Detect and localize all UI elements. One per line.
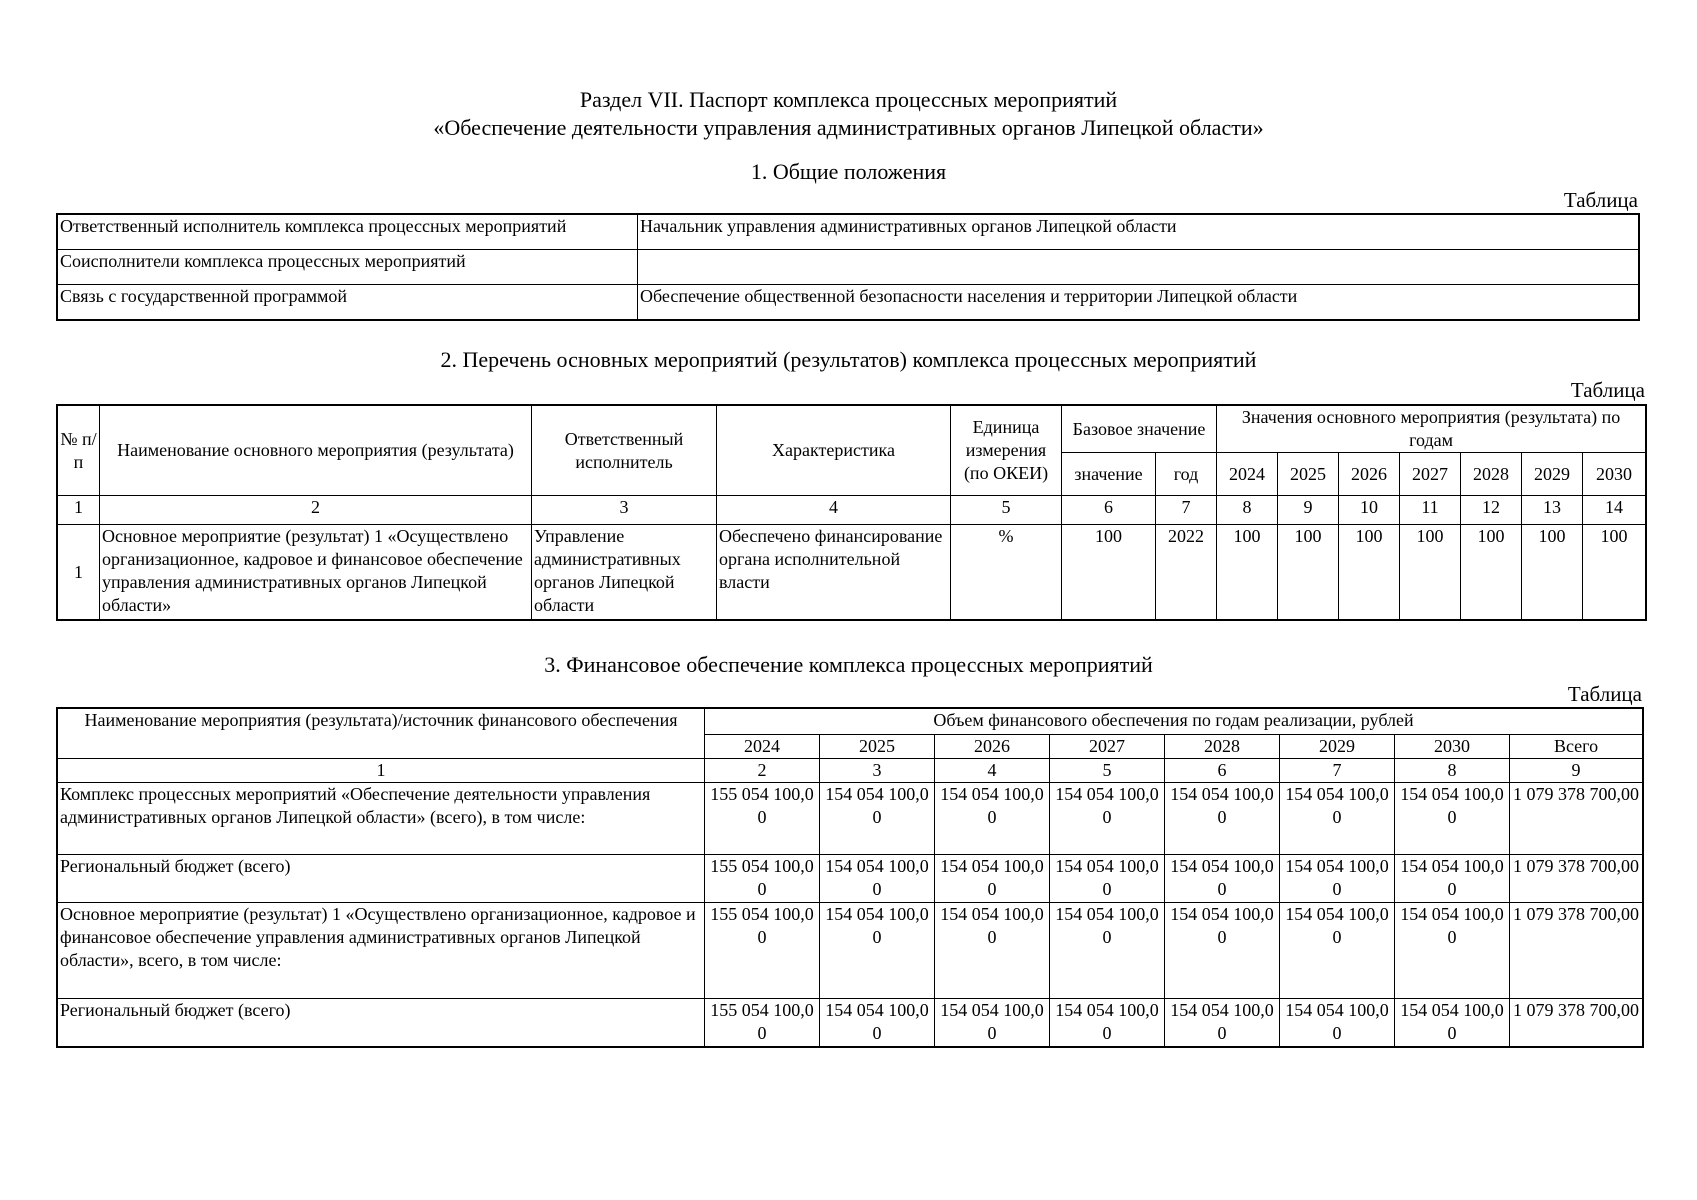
- column-number: 3: [820, 759, 935, 783]
- col-header-num: № п/п: [58, 406, 100, 496]
- column-number: 6: [1165, 759, 1280, 783]
- row-amount-total: 1 079 378 700,00: [1510, 903, 1643, 999]
- column-number: 9: [1510, 759, 1643, 783]
- column-number: 7: [1156, 496, 1217, 525]
- row-amount: 154 054 100,00: [1395, 999, 1510, 1047]
- row-label: Соисполнители комплекса процессных мероприятий: [58, 250, 638, 285]
- column-number: 13: [1522, 496, 1583, 525]
- row-year-value: 100: [1583, 525, 1646, 620]
- column-number: 6: [1062, 496, 1156, 525]
- document-heading-line2: «Обеспечение деятельности управления административных органов Липецкой области»: [433, 115, 1264, 140]
- row-amount: 154 054 100,00: [1165, 999, 1280, 1047]
- col-header-volume: Объем финансового обеспечения по годам реализации, рублей: [705, 709, 1643, 735]
- row-amount: 154 054 100,00: [1050, 999, 1165, 1047]
- row-base-value: 100: [1062, 525, 1156, 620]
- row-responsible: Управление административных органов Липецкой области: [532, 525, 717, 620]
- col-header-name: Наименование мероприятия (результата)/источник финансового обеспечения: [58, 709, 705, 759]
- financing-table: [57, 708, 1643, 1047]
- row-name: Комплекс процессных мероприятий «Обеспечение деятельности управления административных органов Липецкой области» (всего), в том числе:: [58, 783, 705, 855]
- col-header-year: 2028: [1165, 735, 1280, 759]
- col-header-base: Базовое значение: [1062, 406, 1217, 453]
- column-number: 8: [1395, 759, 1510, 783]
- table-row: [58, 903, 1643, 999]
- section1-title: 1. Общие положения: [750, 159, 947, 184]
- row-label: Связь с государственной программой: [58, 285, 638, 320]
- table-row: [58, 250, 1639, 285]
- row-unit: %: [951, 525, 1062, 620]
- column-number: 4: [717, 496, 951, 525]
- row-amount-total: 1 079 378 700,00: [1510, 855, 1643, 903]
- col-header-year: 2027: [1400, 453, 1461, 496]
- row-year-value: 100: [1522, 525, 1583, 620]
- row-amount-total: 1 079 378 700,00: [1510, 999, 1643, 1047]
- row-amount: 154 054 100,00: [1165, 903, 1280, 999]
- document-heading-line1: Раздел VII. Паспорт комплекса процессных мероприятий: [579, 87, 1118, 112]
- row-name: Региональный бюджет (всего): [58, 999, 705, 1047]
- row-name: Региональный бюджет (всего): [58, 855, 705, 903]
- row-characteristic: Обеспечено финансирование органа исполнительной власти: [717, 525, 951, 620]
- column-number: 4: [935, 759, 1050, 783]
- column-number: 2: [100, 496, 532, 525]
- row-amount: 155 054 100,00: [705, 855, 820, 903]
- column-number-row: [58, 759, 1643, 783]
- main-activities-table: [57, 405, 1646, 620]
- column-number: 8: [1217, 496, 1278, 525]
- col-header-year: 2029: [1280, 735, 1395, 759]
- row-amount: 154 054 100,00: [935, 783, 1050, 855]
- col-header-total: Всего: [1510, 735, 1643, 759]
- row-amount: 154 054 100,00: [1050, 903, 1165, 999]
- row-amount: 154 054 100,00: [1050, 783, 1165, 855]
- col-header-name: Наименование основного мероприятия (результата): [100, 406, 532, 496]
- row-amount: 154 054 100,00: [1280, 999, 1395, 1047]
- col-header-base-value: значение: [1062, 453, 1156, 496]
- row-value: Начальник управления административных органов Липецкой области: [638, 215, 1639, 250]
- col-header-year: 2029: [1522, 453, 1583, 496]
- row-value: [638, 250, 1639, 285]
- col-header-year: 2026: [1339, 453, 1400, 496]
- col-header-year: 2025: [820, 735, 935, 759]
- column-number: 5: [951, 496, 1062, 525]
- row-num: 1: [58, 525, 100, 620]
- section3-title: 3. Финансовое обеспечение комплекса процессных мероприятий: [544, 652, 1153, 677]
- row-amount: 154 054 100,00: [1165, 855, 1280, 903]
- row-amount: 155 054 100,00: [705, 903, 820, 999]
- row-amount: 154 054 100,00: [820, 999, 935, 1047]
- column-number: 5: [1050, 759, 1165, 783]
- col-header-year: 2024: [705, 735, 820, 759]
- column-number: 9: [1278, 496, 1339, 525]
- col-header-year: 2028: [1461, 453, 1522, 496]
- col-header-years-group: Значения основного мероприятия (результата) по годам: [1217, 406, 1646, 453]
- table-row: [58, 525, 1646, 620]
- section2-title: 2. Перечень основных мероприятий (результатов) комплекса процессных мероприятий: [440, 347, 1257, 372]
- col-header-base-year: год: [1156, 453, 1217, 496]
- section3-table-label: Таблица: [1567, 682, 1642, 706]
- column-number: 10: [1339, 496, 1400, 525]
- column-number: 7: [1280, 759, 1395, 783]
- column-number: 1: [58, 496, 100, 525]
- col-header-year: 2027: [1050, 735, 1165, 759]
- row-amount-total: 1 079 378 700,00: [1510, 783, 1643, 855]
- col-header-characteristic: Характеристика: [717, 406, 951, 496]
- row-amount: 154 054 100,00: [1165, 783, 1280, 855]
- row-amount: 154 054 100,00: [935, 903, 1050, 999]
- row-amount: 154 054 100,00: [935, 855, 1050, 903]
- row-amount: 154 054 100,00: [1395, 903, 1510, 999]
- row-amount: 154 054 100,00: [1280, 903, 1395, 999]
- col-header-year: 2025: [1278, 453, 1339, 496]
- row-value: Обеспечение общественной безопасности населения и территории Липецкой области: [638, 285, 1639, 320]
- col-header-year: 2030: [1395, 735, 1510, 759]
- header-row: [58, 709, 1643, 735]
- column-number: 14: [1583, 496, 1646, 525]
- row-year-value: 100: [1217, 525, 1278, 620]
- row-amount: 155 054 100,00: [705, 783, 820, 855]
- table-row: [58, 999, 1643, 1047]
- row-year-value: 100: [1339, 525, 1400, 620]
- row-amount: 154 054 100,00: [1050, 855, 1165, 903]
- row-year-value: 100: [1278, 525, 1339, 620]
- col-header-unit: Единица измерения (по ОКЕИ): [951, 406, 1062, 496]
- section1-table-label: Таблица: [1563, 188, 1638, 212]
- table-row: [58, 783, 1643, 855]
- row-amount: 154 054 100,00: [1280, 783, 1395, 855]
- table-row: [58, 215, 1639, 250]
- row-amount: 155 054 100,00: [705, 999, 820, 1047]
- column-number: 2: [705, 759, 820, 783]
- section2-table-label: Таблица: [1570, 378, 1645, 402]
- row-amount: 154 054 100,00: [1395, 783, 1510, 855]
- row-amount: 154 054 100,00: [820, 903, 935, 999]
- row-name: Основное мероприятие (результат) 1 «Осуществлено организационное, кадровое и финансовое обеспечение управления административных органов Липецкой области»: [100, 525, 532, 620]
- row-year-value: 100: [1461, 525, 1522, 620]
- col-header-year: 2024: [1217, 453, 1278, 496]
- col-header-responsible: Ответственный исполнитель: [532, 406, 717, 496]
- row-amount: 154 054 100,00: [1395, 855, 1510, 903]
- column-number: 11: [1400, 496, 1461, 525]
- column-number: 12: [1461, 496, 1522, 525]
- column-number-row: [58, 496, 1646, 525]
- row-base-year: 2022: [1156, 525, 1217, 620]
- row-label: Ответственный исполнитель комплекса процессных мероприятий: [58, 215, 638, 250]
- column-number: 1: [58, 759, 705, 783]
- table-row: [58, 855, 1643, 903]
- row-amount: 154 054 100,00: [820, 783, 935, 855]
- row-amount: 154 054 100,00: [1280, 855, 1395, 903]
- col-header-year: 2030: [1583, 453, 1646, 496]
- table-row: [58, 285, 1639, 320]
- col-header-year: 2026: [935, 735, 1050, 759]
- row-year-value: 100: [1400, 525, 1461, 620]
- column-number: 3: [532, 496, 717, 525]
- row-amount: 154 054 100,00: [820, 855, 935, 903]
- row-amount: 154 054 100,00: [935, 999, 1050, 1047]
- general-provisions-table: [57, 214, 1639, 320]
- header-row: [58, 406, 1646, 453]
- row-name: Основное мероприятие (результат) 1 «Осуществлено организационное, кадровое и финансовое обеспечение управления административных органов Липецкой области», всего, в том числе:: [58, 903, 705, 999]
